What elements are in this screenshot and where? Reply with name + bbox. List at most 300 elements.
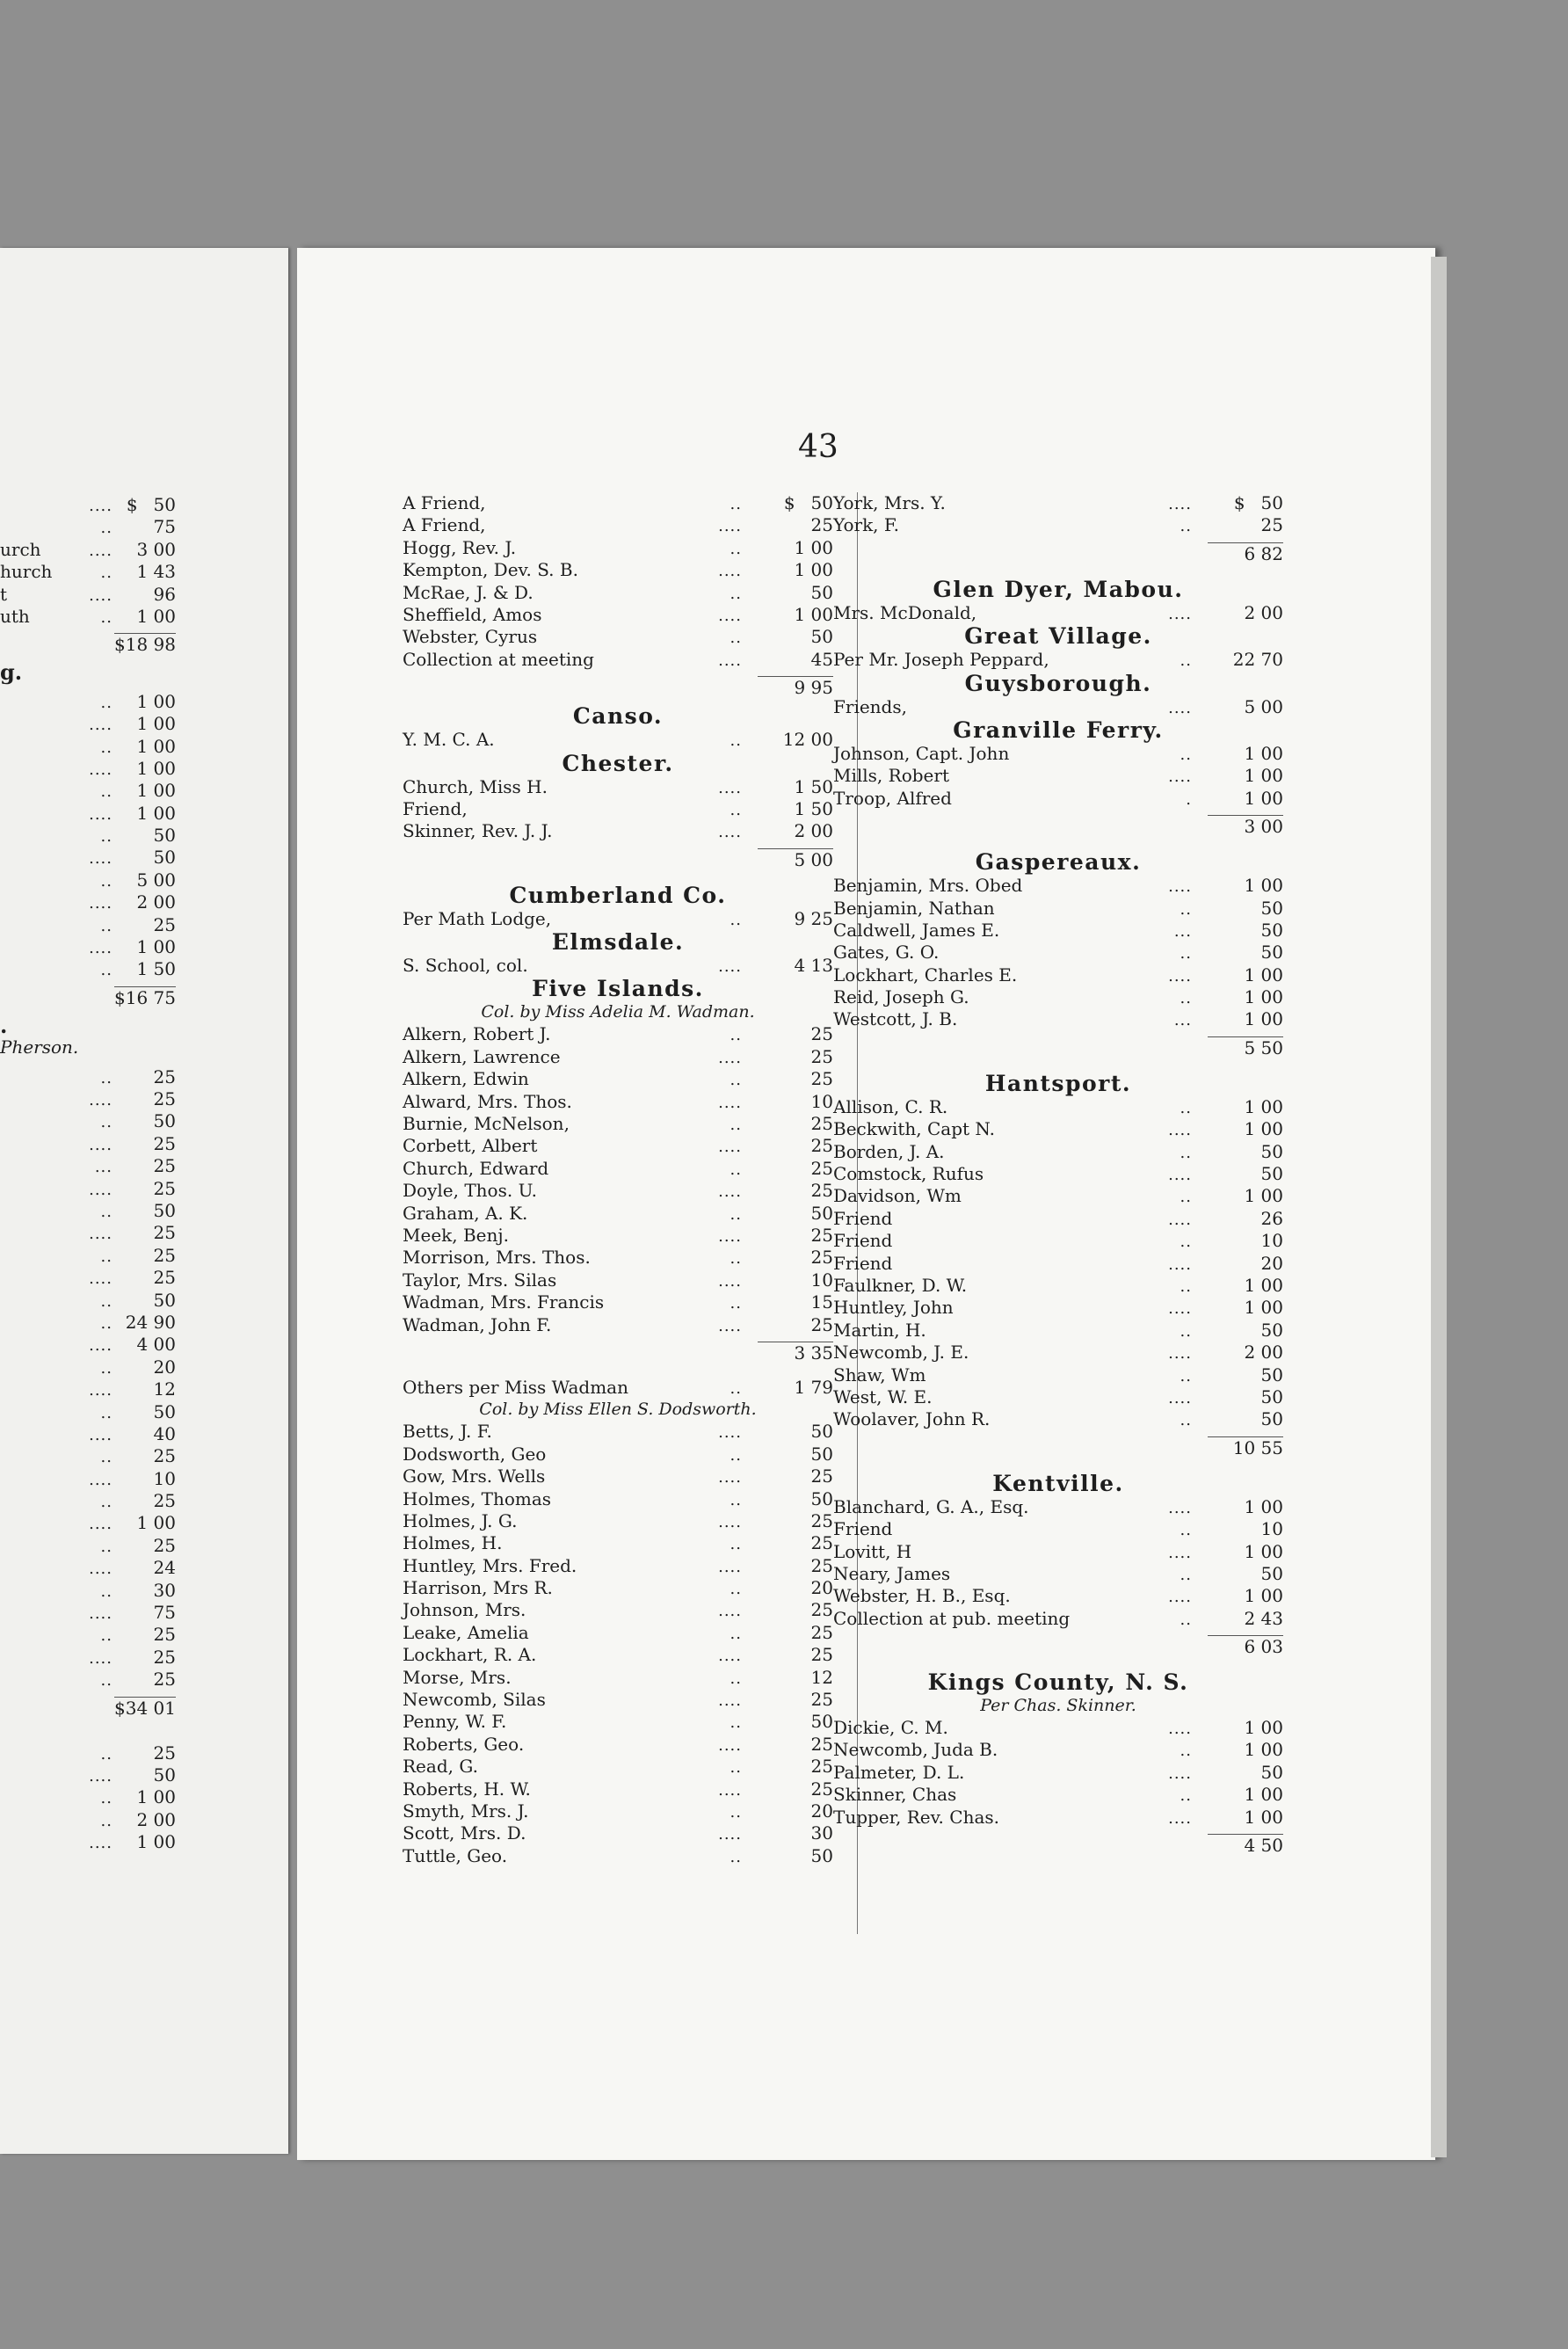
leader-dots: .. [100, 693, 113, 712]
leader-dots: .. [100, 1493, 113, 1512]
donation-amount [758, 1465, 833, 1487]
leader-dots: .. [730, 800, 742, 819]
amount-value: 25 [810, 1778, 833, 1800]
ledger-row [833, 1784, 1283, 1806]
ledger-row [0, 869, 176, 891]
amount-value: 10 [810, 1269, 833, 1291]
leader-dots: .. [100, 607, 113, 627]
amount-value: 1 00 [1244, 742, 1283, 764]
donation-amount [758, 729, 833, 751]
currency-symbol: $ [783, 492, 795, 513]
amount-value: 25 [810, 1045, 833, 1067]
amount-value: 75 [153, 1602, 176, 1624]
donation-amount [121, 1401, 176, 1423]
ledger-row [833, 942, 1283, 964]
donation-amount [758, 1247, 833, 1269]
leader-dots: .. [1180, 1366, 1192, 1385]
leader-dots: .... [718, 1271, 742, 1291]
amount-value: 25 [153, 1490, 176, 1512]
donation-amount [758, 1689, 833, 1711]
amount-value: 25 [153, 1177, 176, 1199]
donation-amount [758, 955, 833, 977]
leader-dots: .. [100, 738, 113, 757]
ledger-row [833, 1717, 1283, 1739]
section-heading-granville-ferry: Granville Ferry. [953, 716, 1164, 743]
leader-dots: .. [730, 1624, 742, 1643]
amount-value: 50 [153, 1199, 176, 1221]
section-heading-fragment: g. [0, 659, 23, 686]
donor-name: Allison, C. R. [833, 1095, 948, 1117]
donor-name: Morse, Mrs. [403, 1666, 512, 1688]
leader-dots: .. [730, 584, 742, 603]
amount-value: 2 00 [1244, 1342, 1283, 1364]
amount-value: 1 00 [136, 1512, 176, 1534]
binding-notch [279, 775, 288, 796]
amount-value: 2 00 [794, 820, 833, 842]
donation-amount [758, 1158, 833, 1180]
ledger-row [833, 1518, 1283, 1540]
donor-name: Alkern, Robert J. [403, 1023, 551, 1045]
donation-amount [1208, 1320, 1283, 1342]
amount-value: 25 [810, 1644, 833, 1666]
donation-amount [758, 649, 833, 671]
donor-name: Graham, A. K. [403, 1202, 528, 1224]
ledger-row [0, 1356, 176, 1378]
ledger-row [0, 1557, 176, 1579]
amount-value: 1 00 [1244, 765, 1283, 787]
amount-value: 50 [1260, 1364, 1283, 1385]
amount-value: 25 [810, 1733, 833, 1755]
leader-dots: .. [1180, 745, 1192, 764]
leader-dots: .... [89, 1135, 113, 1154]
amount-value: 10 [810, 1090, 833, 1112]
amount-value: 2 00 [136, 1808, 176, 1830]
donation-amount [1208, 743, 1283, 765]
donor-name: Taylor, Mrs. Silas [403, 1269, 557, 1291]
donation-amount [758, 1488, 833, 1510]
leader-dots: .... [1168, 1299, 1192, 1319]
amount-value: 25 [810, 514, 833, 536]
ledger-row [833, 1739, 1283, 1761]
ledger-row [833, 765, 1283, 787]
donation-amount [121, 1088, 176, 1110]
donation-amount [121, 914, 176, 936]
amount-value: 1 00 [794, 603, 833, 625]
donation-amount [758, 1555, 833, 1577]
ledger-row [403, 582, 833, 604]
ledger-row [0, 606, 176, 628]
donation-amount [758, 1510, 833, 1532]
donation-amount [758, 1421, 833, 1443]
leader-dots: .... [1168, 1588, 1192, 1607]
donor-name: Wadman, John F. [403, 1313, 552, 1335]
leader-dots: .. [1180, 1521, 1192, 1540]
section-subheading: Per Chas. Skinner. [980, 1696, 1136, 1716]
ledger-column-1 [403, 492, 833, 1867]
donor-name: York, Mrs. Y. [833, 492, 946, 513]
section-subheading-fragment: Pherson. [0, 1036, 79, 1058]
amount-value: 12 [153, 1378, 176, 1400]
donation-amount [121, 494, 176, 516]
amount-value: 25 [810, 1554, 833, 1576]
donation-amount [758, 1711, 833, 1733]
donor-name: Huntley, John [833, 1297, 954, 1319]
amount-value: 20 [153, 1356, 176, 1378]
donor-name: Meek, Benj. [403, 1224, 509, 1246]
ledger-row [403, 776, 833, 798]
amount-value: 50 [1260, 1140, 1283, 1162]
amount-value: 50 [153, 1400, 176, 1422]
donation-amount [121, 1200, 176, 1222]
donation-amount [121, 561, 176, 583]
ledger-row [403, 1622, 833, 1644]
amount-value: 1 00 [1244, 1495, 1283, 1517]
amount-value: 25 [810, 1113, 833, 1135]
donation-amount [121, 1647, 176, 1669]
amount-value: 50 [153, 1764, 176, 1785]
amount-value: 50 [153, 1110, 176, 1132]
amount-value: 25 [810, 1068, 833, 1090]
ledger-row [833, 920, 1283, 942]
donation-amount [121, 780, 176, 802]
donation-amount [1208, 1008, 1283, 1030]
leader-dots: .. [1180, 1742, 1192, 1761]
leader-dots: .... [718, 1735, 742, 1755]
leader-dots: .... [89, 1425, 113, 1444]
donor-name: Dickie, C. M. [833, 1717, 948, 1739]
amount-value: 1 00 [1244, 787, 1283, 809]
amount-value: 1 00 [1244, 1540, 1283, 1562]
donor-name: Huntley, Mrs. Fred. [403, 1554, 577, 1576]
ledger-row [833, 1762, 1283, 1784]
donor-name: Friends, [833, 695, 907, 717]
leader-dots: .. [1180, 1143, 1192, 1162]
leader-dots: .... [718, 957, 742, 977]
leader-dots: .... [89, 1648, 113, 1668]
leader-dots: .. [1180, 944, 1192, 964]
donation-amount [121, 1764, 176, 1786]
ledger-row [833, 1008, 1283, 1030]
leader-dots: .. [100, 564, 113, 583]
ledger-row [403, 537, 833, 559]
donor-name: Holmes, Thomas [403, 1487, 552, 1509]
leader-dots: .... [89, 1091, 113, 1110]
section-heading-great-village: Great Village. [964, 623, 1152, 650]
donor-name: Hogg, Rev. J. [403, 536, 517, 558]
leader-dots: .... [89, 1336, 113, 1356]
amount-value: 96 [153, 583, 176, 605]
donation-amount [758, 1203, 833, 1225]
ledger-row [833, 514, 1283, 536]
amount-value: 1 00 [1244, 1739, 1283, 1761]
ledger-row [403, 1068, 833, 1090]
amount-value: 25 [153, 1624, 176, 1646]
leader-dots: .... [89, 716, 113, 735]
leader-dots: .. [1180, 517, 1192, 536]
amount-value: 1 50 [794, 797, 833, 819]
ledger-row [403, 1091, 833, 1113]
donor-name: Beckwith, Capt N. [833, 1118, 996, 1140]
leader-dots: .... [89, 1180, 113, 1199]
ledger-row [833, 1342, 1283, 1364]
donor-name: Dodsworth, Geo [403, 1443, 547, 1465]
leader-dots: .... [718, 1512, 742, 1531]
ledger-row [833, 1608, 1283, 1630]
section-heading-gaspereaux: Gaspereaux. [975, 849, 1142, 876]
amount-value: 50 [1260, 1761, 1283, 1783]
ledger-row [403, 1135, 833, 1157]
donor-name: Johnson, Mrs. [403, 1599, 526, 1621]
ledger-row [0, 584, 176, 606]
donation-amount [758, 1756, 833, 1778]
ledger-row [0, 1602, 176, 1624]
donor-name: Per Mr. Joseph Peppard, [833, 649, 1049, 671]
ledger-row [0, 1290, 176, 1312]
leader-dots: .. [730, 1758, 742, 1778]
amount-value: 50 [1260, 1319, 1283, 1341]
leader-dots: .... [89, 497, 113, 515]
ledger-row [0, 1468, 176, 1490]
ledger-row [0, 691, 176, 713]
ledger-row [0, 936, 176, 958]
ledger-row [403, 1465, 833, 1487]
ledger-row [833, 1408, 1283, 1430]
leader-dots: .... [89, 849, 113, 869]
ledger-row [833, 1541, 1283, 1563]
donation-amount [1208, 1096, 1283, 1118]
donation-amount [121, 516, 176, 538]
donation-amount [121, 1602, 176, 1624]
donation-amount [758, 1734, 833, 1756]
ledger-row [0, 1088, 176, 1110]
amount-value: 1 00 [794, 536, 833, 558]
donation-amount [121, 539, 176, 561]
ledger-row [833, 1230, 1283, 1252]
amount-value: 15 [810, 1291, 833, 1313]
leader-dots: .. [100, 782, 113, 802]
donor-name: Caldwell, James E. [833, 919, 1000, 941]
leader-dots: .... [89, 1834, 113, 1853]
amount-value: 50 [810, 1202, 833, 1224]
donation-amount [121, 1312, 176, 1334]
amount-value: 1 00 [1244, 1008, 1283, 1030]
section-heading-chester: Chester. [562, 750, 674, 776]
subtotal-row: 6 03 [833, 1630, 1283, 1663]
amount-value: 1 00 [1244, 1717, 1283, 1739]
leader-dots: .... [718, 1468, 742, 1487]
donation-amount [758, 1599, 833, 1621]
donation-amount [758, 1778, 833, 1800]
donation-amount [1208, 1253, 1283, 1275]
donor-name: McRae, J. & D. [403, 581, 534, 603]
donation-amount [121, 713, 176, 735]
leader-dots: .. [1180, 1411, 1192, 1430]
amount-value: 50 [1260, 1163, 1283, 1185]
donation-amount [1208, 986, 1283, 1008]
leader-dots: .... [1168, 1344, 1192, 1364]
donation-amount [121, 1245, 176, 1267]
donation-amount [1208, 1386, 1283, 1408]
ledger-row [833, 1118, 1283, 1140]
amount-value: 75 [153, 516, 176, 538]
donor-name: Collection at meeting [403, 648, 594, 670]
amount-value: 50 [153, 825, 176, 847]
donor-name: Tuttle, Geo. [403, 1844, 508, 1866]
donor-name: Lockhart, Charles E. [833, 964, 1018, 985]
amount-value: 1 00 [794, 559, 833, 581]
leader-dots: .. [730, 1802, 742, 1822]
amount-value: 50 [810, 1487, 833, 1509]
ledger-row [833, 696, 1283, 718]
ledger-row [403, 1510, 833, 1532]
ledger-row [0, 1742, 176, 1764]
donor-name: Church, Miss H. [403, 775, 548, 797]
donation-amount [1208, 875, 1283, 897]
ledger-row [403, 1488, 833, 1510]
donor-name: Friend [833, 1252, 893, 1274]
ledger-row [403, 1734, 833, 1756]
leader-dots: .. [730, 1204, 742, 1224]
leader-dots: .. [100, 827, 113, 847]
section-heading-kings-county: Kings County, N. S. [927, 1669, 1189, 1696]
ledger-row [403, 1247, 833, 1269]
donor-name: Gates, G. O. [833, 942, 940, 964]
ledger-row [833, 743, 1283, 765]
leader-dots: .. [1180, 989, 1192, 1008]
leader-dots: .. [730, 1294, 742, 1313]
leader-dots: .... [1168, 1764, 1192, 1783]
ledger-row [403, 1711, 833, 1733]
ledger-row [833, 1807, 1283, 1829]
donation-amount [121, 1378, 176, 1400]
amount-value: 26 [1260, 1207, 1283, 1229]
amount-value: 12 [810, 1666, 833, 1688]
donation-amount [1208, 1185, 1283, 1207]
donor-name: York, F. [833, 514, 900, 536]
ledger-row [403, 820, 833, 842]
amount-value: 1 00 [136, 735, 176, 757]
ledger-row [403, 514, 833, 536]
donation-amount [758, 820, 833, 842]
leader-dots: .. [1180, 1610, 1192, 1629]
ledger-row [0, 1245, 176, 1267]
leader-dots: .. [730, 1071, 742, 1090]
section-subheading: Col. by Miss Adelia M. Wadman. [481, 1002, 755, 1022]
ledger-row [403, 1667, 833, 1689]
leader-dots: ... [1173, 1011, 1192, 1030]
donor-name: Lovitt, H [833, 1540, 912, 1562]
ledger-row [833, 602, 1283, 624]
donor-name: West, W. E. [833, 1385, 933, 1407]
donor-name: Skinner, Chas [833, 1784, 957, 1806]
donor-name: Webster, H. B., Esq. [833, 1585, 1011, 1607]
donor-name: Davidson, Wm [833, 1185, 962, 1207]
ledger-row [0, 1110, 176, 1132]
donation-amount [1208, 514, 1283, 536]
amount-value: 50 [810, 626, 833, 648]
amount-value: 1 50 [794, 775, 833, 797]
donation-amount [758, 1822, 833, 1844]
ledger-row [403, 1599, 833, 1621]
donor-name: Mrs. McDonald, [833, 601, 977, 623]
leader-dots: .. [730, 1026, 742, 1045]
amount-value: 1 00 [136, 802, 176, 824]
amount-value: 50 [810, 581, 833, 603]
ledger-row [403, 604, 833, 626]
donation-amount [121, 606, 176, 628]
amount-value: 25 [153, 1267, 176, 1289]
ledger-row [0, 1222, 176, 1244]
donor-name: Tupper, Rev. Chas. [833, 1806, 1000, 1828]
amount-value: 10 [1260, 1518, 1283, 1540]
amount-value: 1 00 [136, 936, 176, 958]
donation-amount [121, 1356, 176, 1378]
leader-dots: .. [730, 495, 742, 513]
ledger-row [0, 758, 176, 780]
donor-name: Alkern, Edwin [403, 1068, 529, 1090]
ledger-row [0, 1133, 176, 1155]
leader-dots: .. [730, 1669, 742, 1688]
leader-dots: .... [89, 1515, 113, 1534]
donation-amount [758, 1135, 833, 1157]
leader-dots: .... [89, 1560, 113, 1579]
section-heading-five-islands: Five Islands. [532, 976, 704, 1002]
leader-dots: .... [718, 562, 742, 581]
donation-amount [758, 1180, 833, 1202]
donation-amount [1208, 1208, 1283, 1230]
ledger-row [403, 1225, 833, 1247]
ledger-row [403, 1291, 833, 1313]
subtotal-row: 5 00 [403, 843, 833, 876]
donor-name: Lockhart, R. A. [403, 1644, 537, 1666]
donation-amount [1208, 1163, 1283, 1185]
amount-value: 2 00 [136, 891, 176, 913]
ledger-row [0, 1535, 176, 1557]
ledger-row [0, 1423, 176, 1445]
donor-name: Leake, Amelia [403, 1621, 529, 1643]
donation-amount [121, 1580, 176, 1602]
ledger-row [0, 494, 176, 516]
ledger-row [0, 539, 176, 561]
amount-value: 1 00 [136, 780, 176, 802]
donor-name: Read, G. [403, 1756, 478, 1778]
amount-value: 5 00 [136, 869, 176, 891]
donation-amount [121, 1133, 176, 1155]
donation-amount [121, 1512, 176, 1534]
amount-value: 50 [1260, 492, 1283, 513]
donor-name: Roberts, H. W. [403, 1778, 531, 1800]
ledger-row [833, 1141, 1283, 1163]
donation-amount [121, 1535, 176, 1557]
amount-value: 25 [810, 1689, 833, 1711]
amount-value: 25 [153, 1244, 176, 1266]
leader-dots: .. [100, 1744, 113, 1764]
ledger-row [833, 964, 1283, 986]
leader-dots: .. [100, 1626, 113, 1646]
section-heading-canso: Canso. [572, 703, 664, 730]
amount-value: 12 00 [782, 729, 833, 751]
donor-name: Faulkner, D. W. [833, 1274, 968, 1296]
donation-amount [758, 1023, 833, 1045]
amount-value: 1 00 [136, 713, 176, 735]
amount-value: 1 00 [1244, 1118, 1283, 1140]
ledger-column-2 [833, 492, 1283, 1862]
donation-amount [1208, 1496, 1283, 1518]
amount-value: 50 [810, 1421, 833, 1443]
subtotal-row: 3 35 [403, 1336, 833, 1370]
ledger-row [403, 1444, 833, 1465]
donation-amount [121, 1155, 176, 1177]
